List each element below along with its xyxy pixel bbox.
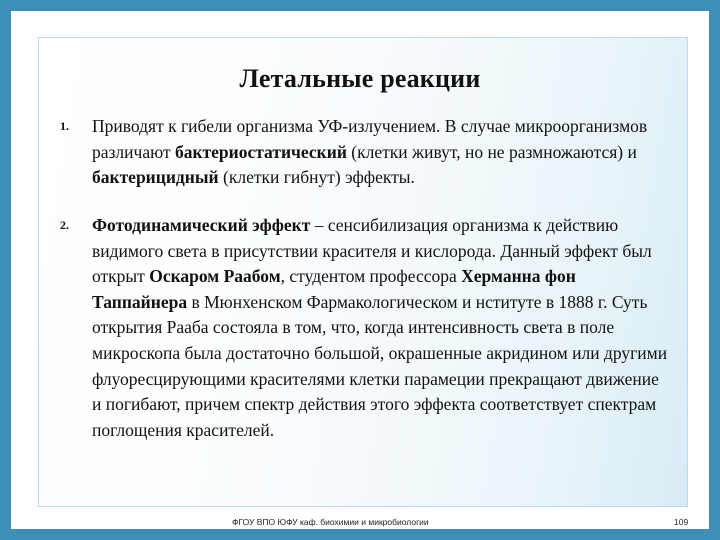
- list-item-text: [92, 213, 670, 443]
- term-photodynamic-effect: Фотодинамический эффект: [92, 215, 311, 235]
- text-run: (клетки живут, но не размножаются) и: [346, 141, 637, 162]
- name-oscar-raab: Оскаром Раабом: [149, 266, 281, 287]
- term-bactericidal: бактерицидный: [92, 167, 219, 188]
- text-run: (клетки гибнут) эффекты.: [218, 167, 415, 188]
- text-run: – сенсибилизация организма к действию видимого света в присутствии красителя и кислорода. Данный эффект был открыт: [92, 215, 652, 287]
- slide-title: Летальные реакции: [239, 64, 481, 93]
- page-number: 109: [674, 517, 689, 527]
- term-bacteriostatic: бактериостатический: [174, 141, 347, 162]
- slide-footer: ФГОУ ВПО ЮФУ каф. биохимии и микробиологии: [232, 517, 429, 527]
- list-item-1: [60, 114, 670, 191]
- text-run: , студентом профессора: [280, 266, 462, 287]
- name-tappeiner: Херманна фон Таппайнера: [92, 266, 576, 312]
- list-item-text: [92, 114, 670, 191]
- list-item-2: [60, 213, 670, 443]
- list-number: 2.: [60, 218, 69, 232]
- text-run: в Мюнхенском Фармакологическом и нституте в 1888 г. Суть открытия Рааба состояла в том, что, когда интенсивность света в поле микроскопа была достаточно большой, окрашенные акридином или другими флуоресцирующими красителями клетки парамеции прекращают движение и погибают, причем спектр действия этого эффекта соответствует спектрам поглощения красителей.: [92, 291, 668, 440]
- text-run: Приводят к гибели организма УФ-излучением. В случае микроорганизмов различают: [92, 116, 648, 162]
- list-number: 1.: [60, 119, 69, 133]
